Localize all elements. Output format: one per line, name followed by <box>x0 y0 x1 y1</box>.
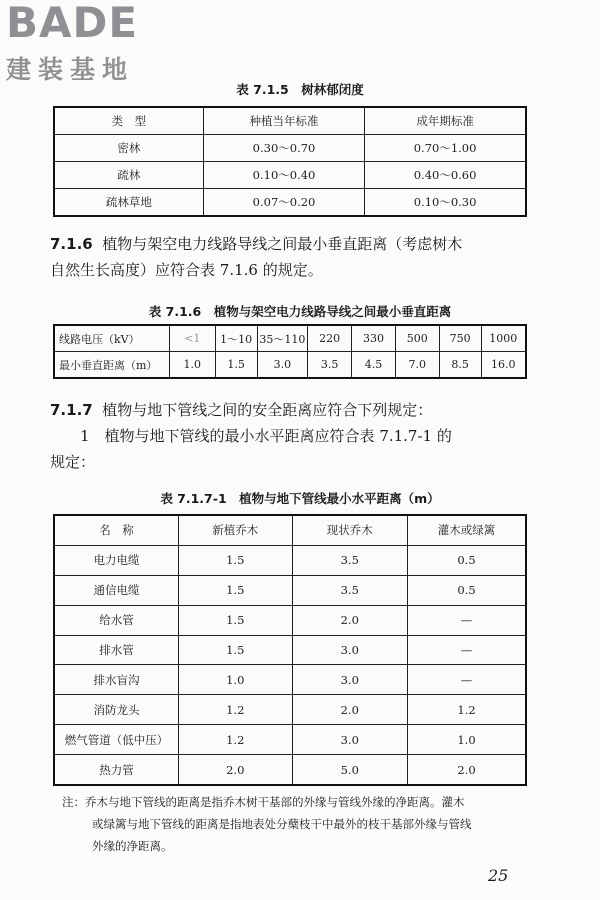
table-row <box>54 605 526 635</box>
table-row <box>54 545 526 575</box>
table-cell: 1.5 <box>178 605 292 635</box>
table-cell: 1.2 <box>178 695 292 725</box>
table-cell: 1.0 <box>408 725 527 755</box>
table-row <box>54 162 526 189</box>
table-cell: 消防龙头 <box>54 695 178 725</box>
table-cell: 疏林草地 <box>54 189 203 217</box>
table-row <box>54 352 526 379</box>
table-cell: 通信电缆 <box>54 575 178 605</box>
table-cell: 1.5 <box>215 352 257 379</box>
table1-caption: 表 7.1.5 树林郁闭度 <box>236 82 364 97</box>
section-number: 7.1.6 <box>50 235 93 253</box>
table-cell: 给水管 <box>54 605 178 635</box>
table-cell: 16.0 <box>481 352 526 379</box>
paragraph-text: 自然生长高度）应符合表 7.1.6 的规定。 <box>50 261 323 279</box>
logo-brand: BADE <box>6 0 139 47</box>
table-cell: 密林 <box>54 135 203 162</box>
table-row <box>54 575 526 605</box>
column-header: 新植乔木 <box>178 515 292 545</box>
table-cell: 热力管 <box>54 755 178 785</box>
table-header-row <box>54 515 526 545</box>
table-cell: 0.5 <box>408 545 527 575</box>
table-cell: 35～110 <box>257 325 308 352</box>
section-7-1-7 <box>50 397 560 475</box>
table-cell: 0.07～0.20 <box>203 189 364 217</box>
note-text: 或绿篱与地下管线的距离是指地表处分蘖枝干中最外的枝干基部外缘与管线 <box>92 817 472 831</box>
column-header: 名 称 <box>54 515 178 545</box>
table-cell: 3.0 <box>292 635 408 665</box>
list-item-text: 1 植物与地下管线的最小水平距离应符合表 7.1.7-1 的 <box>80 427 452 445</box>
table-row <box>54 325 526 352</box>
table-cell: 2.0 <box>178 755 292 785</box>
table-cell: 4.5 <box>352 352 396 379</box>
table-row <box>54 725 526 755</box>
table-cell: 8.5 <box>439 352 481 379</box>
table-cell: 排水管 <box>54 635 178 665</box>
table-cell: 燃气管道（低中压） <box>54 725 178 755</box>
table-cell: 750 <box>439 325 481 352</box>
column-header: 现状乔木 <box>292 515 408 545</box>
table-cell: 3.0 <box>292 665 408 695</box>
section-7-1-6 <box>50 231 550 283</box>
page-number: 25 <box>488 866 509 885</box>
table-cell: 1～10 <box>215 325 257 352</box>
table-row <box>54 635 526 665</box>
voltage-distance-table <box>53 324 527 379</box>
table-cell: 3.0 <box>292 725 408 755</box>
table-cell: 排水盲沟 <box>54 665 178 695</box>
note-text: 外缘的净距离。 <box>92 839 173 853</box>
table-cell: 5.0 <box>292 755 408 785</box>
table-cell: 2.0 <box>292 605 408 635</box>
table-cell: 0.70～1.00 <box>365 135 526 162</box>
table-cell: — <box>408 605 527 635</box>
table-row <box>54 755 526 785</box>
table-cell: 1.2 <box>408 695 527 725</box>
table3-caption: 表 7.1.7-1 植物与地下管线最小水平距离（m） <box>160 491 440 506</box>
paragraph-text: 植物与架空电力线路导线之间最小垂直距离（考虑树木 <box>102 235 463 253</box>
table-cell: 220 <box>308 325 352 352</box>
table-cell: — <box>408 635 527 665</box>
logo-subtitle: 建装基地 <box>6 55 135 84</box>
table-cell: 0.30～0.70 <box>203 135 364 162</box>
row-header: 线路电压（kV） <box>54 325 169 352</box>
table-cell: 7.0 <box>395 352 439 379</box>
table-cell: 3.0 <box>257 352 308 379</box>
table-cell: 1.0 <box>178 665 292 695</box>
section-number: 7.1.7 <box>50 401 93 419</box>
table-cell: 3.5 <box>292 575 408 605</box>
table-cell: 1.0 <box>169 352 215 379</box>
paragraph-text: 植物与地下管线之间的安全距离应符合下列规定： <box>102 401 433 419</box>
table-row <box>54 189 526 217</box>
table-row <box>54 665 526 695</box>
table-cell: 3.5 <box>308 352 352 379</box>
table-cell: 330 <box>352 325 396 352</box>
table-cell: 1000 <box>481 325 526 352</box>
table-cell: 2.0 <box>408 755 527 785</box>
table-cell: 1.5 <box>178 575 292 605</box>
list-item-text: 规定： <box>50 453 96 471</box>
table-cell: 2.0 <box>292 695 408 725</box>
underground-pipeline-table <box>53 514 527 786</box>
table-cell: 1.5 <box>178 545 292 575</box>
note-text: 注：乔木与地下管线的距离是指乔木树干基部的外缘与管线外缘的净距离。灌木 <box>62 795 465 809</box>
table-cell: <1 <box>169 325 215 352</box>
table-cell: 0.40～0.60 <box>365 162 526 189</box>
table-cell: 0.10～0.30 <box>365 189 526 217</box>
table-cell: 0.5 <box>408 575 527 605</box>
table-cell: 1.5 <box>178 635 292 665</box>
table-row <box>54 695 526 725</box>
column-header: 灌木或绿篱 <box>408 515 527 545</box>
table-cell: 电力电缆 <box>54 545 178 575</box>
column-header: 类 型 <box>54 107 203 135</box>
brand-logo <box>6 2 176 92</box>
table-note <box>62 791 532 857</box>
table-cell: 1.2 <box>178 725 292 755</box>
table-cell: 3.5 <box>292 545 408 575</box>
table-cell: — <box>408 665 527 695</box>
table-header-row <box>54 107 526 135</box>
table2-caption: 表 7.1.6 植物与架空电力线路导线之间最小垂直距离 <box>148 304 452 319</box>
row-header: 最小垂直距离（m） <box>54 352 169 379</box>
table-cell: 0.10～0.40 <box>203 162 364 189</box>
column-header: 成年期标准 <box>365 107 526 135</box>
table-cell: 疏林 <box>54 162 203 189</box>
table-row <box>54 135 526 162</box>
table-cell: 500 <box>395 325 439 352</box>
column-header: 种植当年标准 <box>203 107 364 135</box>
canopy-density-table <box>53 106 527 217</box>
